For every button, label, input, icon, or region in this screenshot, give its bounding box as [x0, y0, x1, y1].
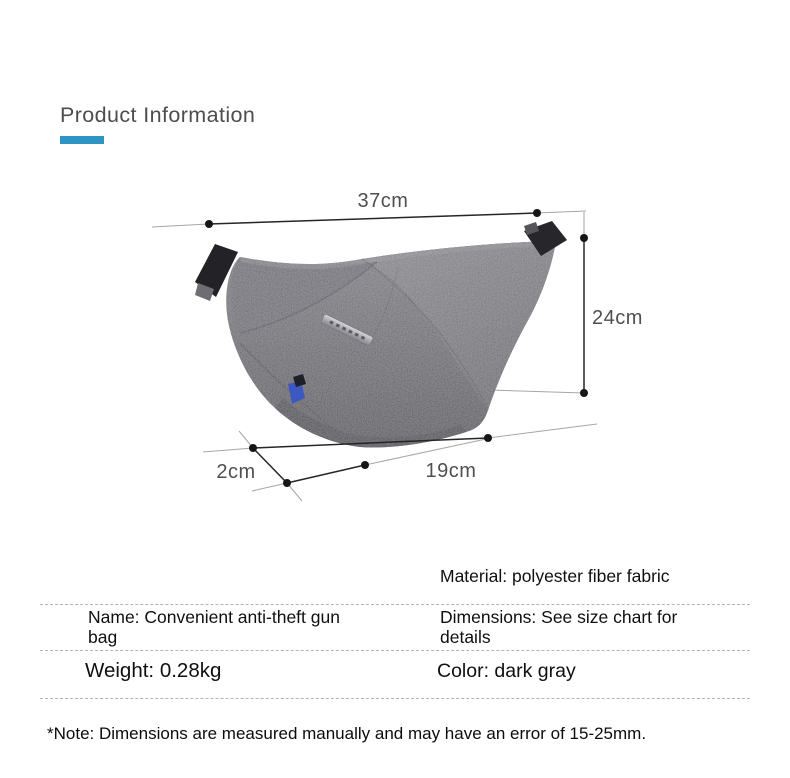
bag-fabric-texture	[226, 241, 556, 447]
row-divider	[40, 698, 750, 699]
row-divider	[40, 604, 750, 605]
dimension-label-depth: 2cm	[216, 461, 256, 483]
product-name: Name: Convenient anti-theft gun bag	[88, 607, 340, 647]
dimension-label-width: 37cm	[357, 190, 409, 212]
dimension-line-top	[209, 213, 537, 224]
page-title: Product Information	[60, 103, 256, 127]
measurement-note: *Note: Dimensions are measured manually and may have an error of 15-25mm.	[47, 724, 647, 743]
row-divider	[40, 650, 750, 651]
product-dimensions: Dimensions: See size chart for details	[440, 607, 678, 647]
dimension-line-depth	[253, 448, 287, 483]
product-color: Color: dark gray	[437, 660, 576, 682]
product-material: Material: polyester fiber fabric	[440, 566, 670, 586]
dimension-label-height: 24cm	[592, 307, 643, 329]
product-weight: Weight: 0.28kg	[85, 659, 222, 682]
dimension-label-bottom: 19cm	[425, 460, 477, 482]
dimension-line-bottom-near	[287, 465, 365, 483]
product-image-bag	[195, 221, 567, 447]
